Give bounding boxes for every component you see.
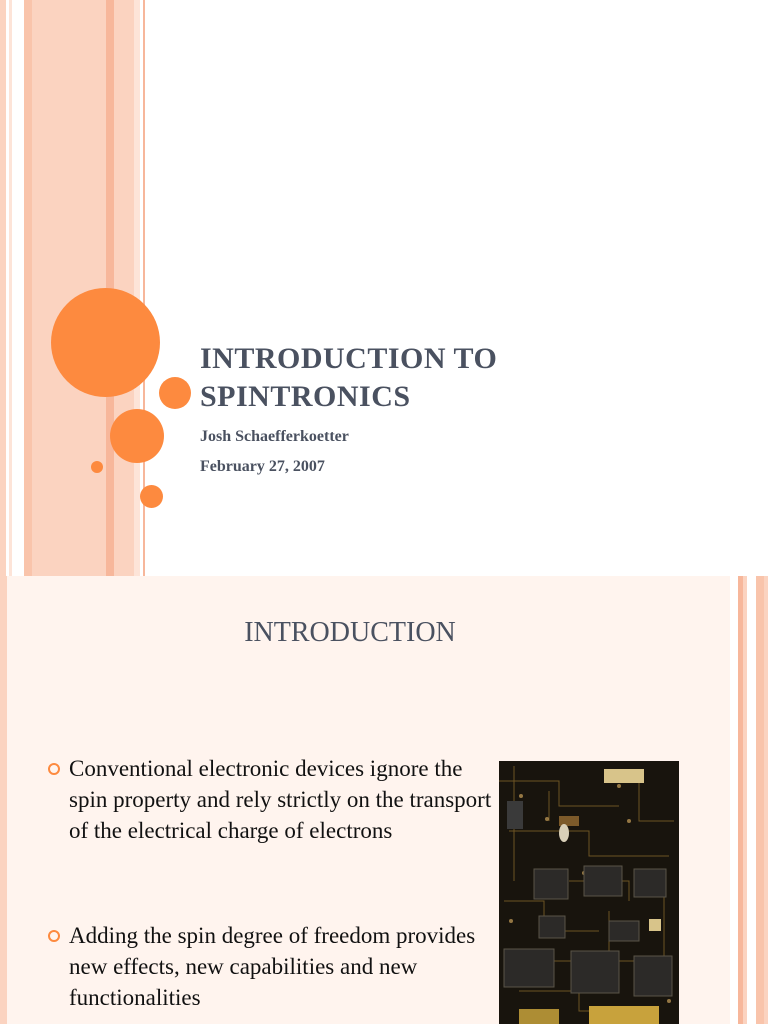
decorative-stripe <box>730 576 738 1024</box>
circuit-board-image <box>499 761 679 1024</box>
decorative-stripe <box>747 576 756 1024</box>
bullet-text: Adding the spin degree of freedom provides new effects, new capabilities and new functionalities <box>69 923 476 1010</box>
presentation-date: February 27, 2007 <box>200 458 325 475</box>
slide-heading: INTRODUCTION <box>244 617 456 648</box>
decorative-stripe <box>756 576 764 1024</box>
bullet-text: Conventional electronic devices ignore the spin property and rely strictly on the transport of the electrical charge of electrons <box>69 756 492 843</box>
introduction-slide <box>0 576 768 1024</box>
decorative-stripe <box>114 0 134 576</box>
small-orange-circle <box>140 485 163 508</box>
large-orange-circle <box>51 288 160 397</box>
decorative-stripe <box>134 0 140 576</box>
bullet-item <box>48 920 499 1013</box>
decorative-stripe <box>24 0 32 576</box>
author-name: Josh Schaefferkoetter <box>200 428 349 445</box>
slide-title-line2: SPINTRONICS <box>200 380 411 413</box>
decorative-stripe <box>9 0 12 576</box>
orange-ring-bullet-icon <box>48 763 60 775</box>
decorative-stripe <box>764 576 768 1024</box>
decorative-stripe <box>0 576 7 1024</box>
circuit-board-graphic <box>499 761 679 1024</box>
slide-title <box>200 340 720 416</box>
decorative-stripe <box>0 0 6 576</box>
slide-title-line1: INTRODUCTION TO <box>200 342 498 375</box>
tiny-orange-circle <box>91 461 103 473</box>
orange-ring-bullet-icon <box>48 930 60 942</box>
small-orange-circle <box>159 377 191 409</box>
bullet-item <box>48 753 499 846</box>
medium-orange-circle <box>110 409 164 463</box>
